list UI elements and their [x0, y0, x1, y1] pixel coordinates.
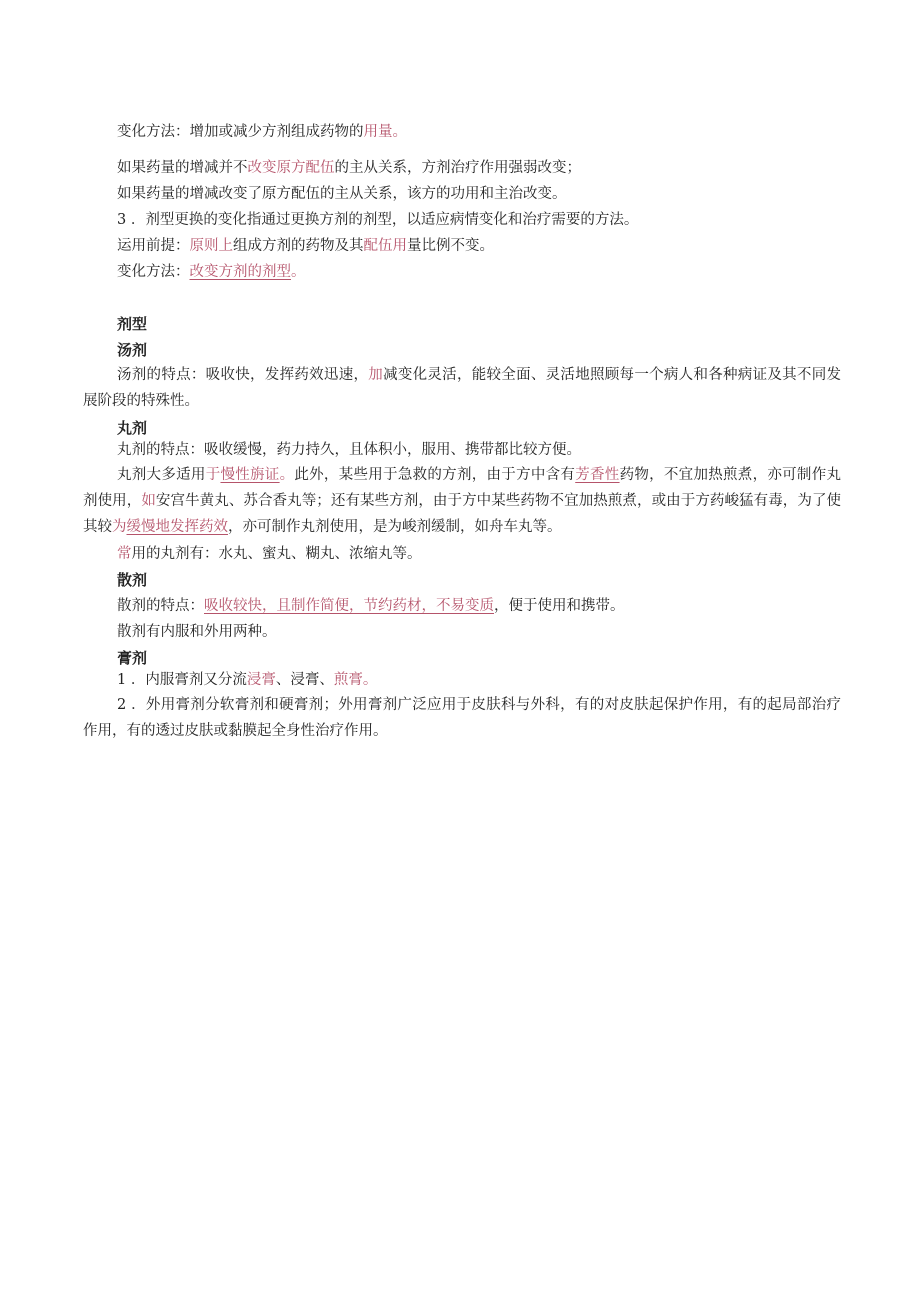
dosage-change-method-line: [117, 122, 407, 142]
underlined-text: 慢性旃证: [220, 467, 280, 483]
form-change-method-line: [117, 262, 306, 282]
text: ，亦可制作丸剂使用，是为峻剂缓制，如舟车丸等。: [228, 519, 562, 535]
highlighted-text: 如: [141, 493, 156, 509]
text: 散剂有内服和外用两种。: [117, 624, 277, 640]
text: 变化方法：增加或减少方剂组成药物的: [117, 124, 364, 140]
text: 运用前提：: [117, 238, 190, 254]
gaoji-external-paragraph: [83, 692, 841, 744]
text: 丸剂的特点：吸收缓慢，药力持久，且体积小，服用、携带都比较方便。: [117, 442, 581, 458]
sanji-types-line: [117, 622, 277, 642]
text: 3 ．剂型更换的变化指通过更换方剂的剂型，以适应病情变化和治疗需要的方法。: [117, 212, 639, 228]
section-heading-jixing: 剂型: [117, 315, 148, 333]
highlighted-text: 用量。: [363, 124, 407, 140]
text: 用的丸剂有：水丸、蜜丸、糊丸、浓缩丸等。: [131, 546, 422, 562]
highlighted-text: 煎膏: [333, 672, 363, 688]
wanji-features-line: [117, 440, 581, 460]
highlighted-text: 常: [117, 546, 132, 562]
highlighted-text: 加: [368, 367, 384, 383]
usage-premise-line: [117, 236, 494, 256]
text: ，便于使用和携带。: [494, 598, 625, 614]
underlined-text: 改变方剂的剂型: [189, 264, 291, 280]
text: 如果药量的增减改变了原方配伍的主从关系，该方的功用和主治改变。: [117, 186, 567, 202]
dosage-change-line: [117, 184, 567, 204]
highlighted-text: 浸膏: [246, 672, 276, 688]
underlined-text: 缓慢地发挥药效: [126, 519, 228, 535]
text: 如果药量的增减并不: [117, 160, 248, 176]
text: 2 ．外用膏剂分软膏剂和硬膏剂；外用膏剂广泛应用于皮肤科与外科，有的对皮肤起保护作用，有的起局部治疗作用，有的透过皮肤或黏膜起全身性治疗作用。: [83, 697, 841, 739]
underlined-text: 芳香性: [575, 467, 620, 483]
highlighted-text: 于: [205, 467, 221, 483]
highlighted-text: 原则上: [189, 238, 233, 254]
dosage-form-change-line: [117, 210, 638, 230]
text: 1 ．内服膏剂又分流: [117, 672, 247, 688]
dosage-no-change-line: [117, 158, 581, 178]
wanji-types-line: [117, 544, 422, 564]
highlighted-text: 。: [279, 467, 295, 483]
text: 药物，不宜加热煎煮，亦可制作丸剂使用，: [83, 467, 841, 509]
section-heading-gaoji: 膏剂: [117, 649, 148, 667]
highlighted-text: 改变原方配伍: [247, 160, 335, 176]
highlighted-text: 。: [291, 264, 306, 280]
text: 散剂的特点：: [117, 598, 204, 614]
text: 组成方剂的药物及其: [233, 238, 364, 254]
tangji-paragraph: [83, 362, 841, 414]
text: 汤剂的特点：吸收快，发挥药效迅速，: [117, 367, 369, 383]
text: 丸剂大多适用: [117, 467, 206, 483]
underlined-text: 吸收较快，且制作简便，节约药材，不易变质: [204, 598, 494, 614]
text: 此外，某些用于急救的方剂，由于方中含有: [294, 467, 576, 483]
text: 、浸膏、: [275, 672, 334, 688]
text: 减变化灵活，能较全面、灵活地照顾每一个病人和各种病证及其不同发展阶段的特殊性。: [83, 367, 841, 409]
text: 安宫牛黄丸、苏合香丸等；还有某些方剂，由于方中某些药物不宜加热煎煮，或由于方药峻猛有毒，为了使其较: [83, 493, 842, 535]
gaoji-internal-line: [117, 670, 377, 690]
sanji-features-line: [117, 596, 625, 616]
highlighted-text: 配伍用: [363, 238, 407, 254]
wanji-paragraph: [83, 462, 841, 540]
text: 变化方法：: [117, 264, 190, 280]
section-heading-tangji: 汤剂: [117, 341, 148, 359]
text: 量比例不变。: [407, 238, 494, 254]
text: 的主从关系，方剂治疗作用强弱改变；: [334, 160, 581, 176]
section-heading-sanji: 散剂: [117, 571, 148, 589]
highlighted-text: 为: [112, 519, 127, 535]
highlighted-text: 。: [362, 672, 378, 688]
section-heading-wanji: 丸剂: [117, 419, 148, 437]
